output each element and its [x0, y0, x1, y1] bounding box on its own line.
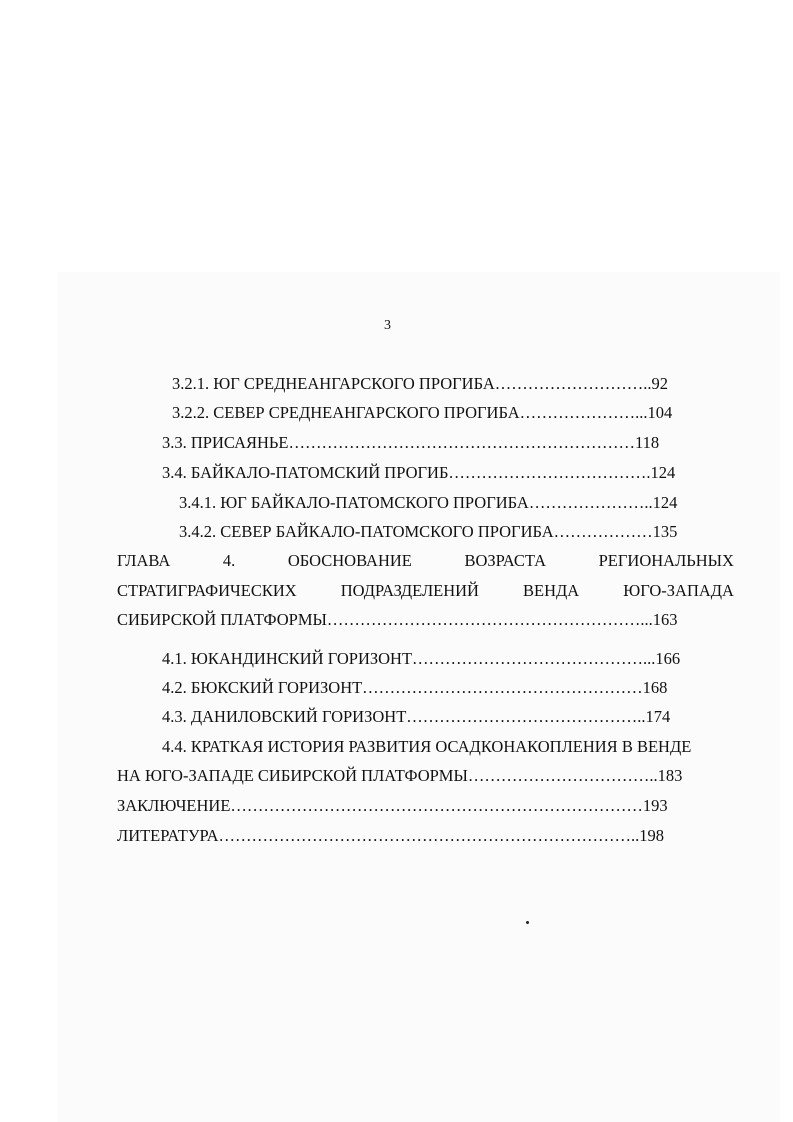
chapter-4-heading-line-1: [117, 551, 734, 571]
chapter-4-word: ЮГО-ЗАПАДА: [623, 581, 734, 600]
chapter-4-word: РЕГИОНАЛЬНЫХ: [598, 551, 734, 570]
toc-entry-3-4-2: 3.4.2. СЕВЕР БАЙКАЛО-ПАТОМСКОГО ПРОГИБА………………135: [179, 522, 678, 541]
chapter-4-heading-line-2: [117, 581, 734, 601]
toc-entry-3-4: 3.4. БАЙКАЛО-ПАТОМСКИЙ ПРОГИБ……………………………….124: [162, 463, 676, 482]
chapter-4-word: ПОДРАЗДЕЛЕНИЙ: [340, 581, 479, 600]
chapter-4-word: СТРАТИГРАФИЧЕСКИХ: [117, 581, 297, 600]
page-number: 3: [384, 318, 391, 333]
toc-entry-3-4-1: 3.4.1. ЮГ БАЙКАЛО-ПАТОМСКОГО ПРОГИБА…………………..124: [179, 493, 678, 512]
chapter-4-heading-line-3: СИБИРСКОЙ ПЛАТФОРМЫ…………………………………………………...163: [117, 610, 678, 629]
toc-entry-4-1: 4.1. ЮКАНДИНСКИЙ ГОРИЗОНТ……………………………………...166: [162, 649, 681, 668]
toc-entry-3-3: 3.3. ПРИСАЯНЬЕ………………………………………………………118: [162, 433, 660, 452]
scan-speck: [526, 921, 529, 924]
toc-entry-conclusion: ЗАКЛЮЧЕНИЕ…………………………………………………………………193: [117, 796, 668, 815]
toc-entry-4-4-line-2: НА ЮГО-ЗАПАДЕ СИБИРСКОЙ ПЛАТФОРМЫ……………………………..183: [117, 766, 683, 785]
toc-entry-literature: ЛИТЕРАТУРА…………………………………………………………………..198: [117, 826, 665, 845]
chapter-4-word: ВЕНДА: [523, 581, 580, 600]
toc-entry-4-3: 4.3. ДАНИЛОВСКИЙ ГОРИЗОНТ……………………………………..174: [162, 707, 671, 726]
toc-entry-4-4-line-1: 4.4. КРАТКАЯ ИСТОРИЯ РАЗВИТИЯ ОСАДКОНАКОПЛЕНИЯ В ВЕНДЕ: [162, 737, 692, 756]
chapter-4-word: 4.: [222, 551, 236, 570]
toc-entry-3-2-1: 3.2.1. ЮГ СРЕДНЕАНГАРСКОГО ПРОГИБА………………………..92: [172, 374, 669, 393]
toc-entry-4-2: 4.2. БЮКСКИЙ ГОРИЗОНТ……………………………………………168: [162, 678, 668, 697]
chapter-4-word: ВОЗРАСТА: [464, 551, 547, 570]
toc-entry-3-2-2: 3.2.2. СЕВЕР СРЕДНЕАНГАРСКОГО ПРОГИБА…………………...104: [172, 403, 673, 422]
chapter-4-word: ГЛАВА: [117, 551, 171, 570]
chapter-4-word: ОБОСНОВАНИЕ: [287, 551, 412, 570]
